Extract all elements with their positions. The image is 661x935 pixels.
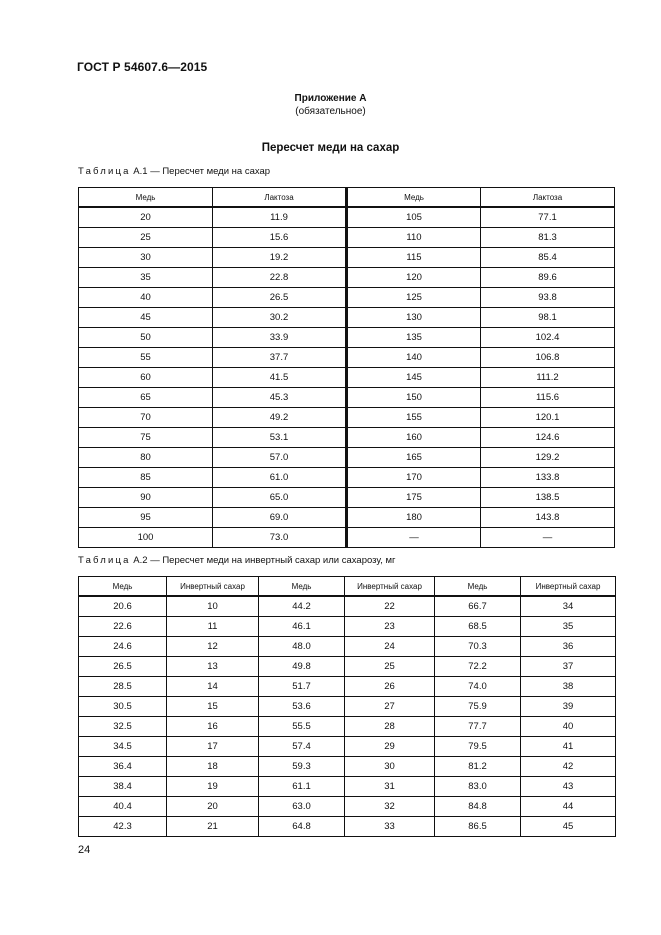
table-cell: 130 [347,308,481,328]
table-cell: 37 [521,657,616,677]
table-row [79,528,615,548]
table-cell: 102.4 [481,328,615,348]
table-cell: 45 [79,308,213,328]
table-cell: 48.0 [259,637,345,657]
table-cell: 150 [347,388,481,408]
table-cell: 59.3 [259,757,345,777]
table-cell: 85 [79,468,213,488]
table-cell: 50 [79,328,213,348]
table-row [79,508,615,528]
table-cell: 105 [347,207,481,228]
table-row [79,228,615,248]
table-cell: 10 [167,596,259,617]
table-cell: 106.8 [481,348,615,368]
table-cell: 49.2 [213,408,347,428]
table-row [79,348,615,368]
table-cell: 22 [345,596,435,617]
table-row [79,817,616,837]
table-cell: 85.4 [481,248,615,268]
table-cell: 43 [521,777,616,797]
table-cell: — [481,528,615,548]
table-cell: 45 [521,817,616,837]
table-cell: 57.0 [213,448,347,468]
column-header: Медь [259,577,345,597]
header-row [79,577,616,597]
table-cell: 35 [79,268,213,288]
table-cell: 66.7 [435,596,521,617]
header-row [79,188,615,208]
table-cell: 120.1 [481,408,615,428]
table-cell: 72.2 [435,657,521,677]
table-cell: 13 [167,657,259,677]
table-cell: 125 [347,288,481,308]
table1-caption-prefix: Таблица [78,166,131,177]
table-row [79,448,615,468]
table-cell: 40.4 [79,797,167,817]
table-cell: 44.2 [259,596,345,617]
table-cell: 33.9 [213,328,347,348]
table-row [79,268,615,288]
table-cell: 37.7 [213,348,347,368]
table-cell: 64.8 [259,817,345,837]
table-cell: 89.6 [481,268,615,288]
table-cell: 79.5 [435,737,521,757]
table-cell: 35 [521,617,616,637]
table-row [79,388,615,408]
table-cell: 30 [79,248,213,268]
section-title: Пересчет меди на сахар [261,142,400,154]
table-cell: 98.1 [481,308,615,328]
table-cell: 55 [79,348,213,368]
table-cell: 22.8 [213,268,347,288]
annex-status: (обязательное) [295,106,366,117]
column-header: Медь [435,577,521,597]
table-cell: 32.5 [79,717,167,737]
table-cell: 22.6 [79,617,167,637]
table-cell: 55.5 [259,717,345,737]
table-cell: 175 [347,488,481,508]
table-row [79,596,616,617]
table-row [79,428,615,448]
table-cell: 29 [345,737,435,757]
table-row [79,408,615,428]
table-cell: 45.3 [213,388,347,408]
table-cell: 63.0 [259,797,345,817]
table-cell: 38 [521,677,616,697]
table-cell: 42 [521,757,616,777]
table-cell: 61.0 [213,468,347,488]
table-cell: 124.6 [481,428,615,448]
table-cell: 65.0 [213,488,347,508]
table-cell: 36.4 [79,757,167,777]
table-cell: 20 [167,797,259,817]
table-cell: 74.0 [435,677,521,697]
table-cell: 53.1 [213,428,347,448]
table-cell: 38.4 [79,777,167,797]
table-cell: 11 [167,617,259,637]
table-cell: 70.3 [435,637,521,657]
table-cell: 44 [521,797,616,817]
table-cell: 83.0 [435,777,521,797]
table-cell: 73.0 [213,528,347,548]
table-cell: 145 [347,368,481,388]
table2-caption [78,555,395,566]
annex-heading [0,92,661,118]
table-row [79,288,615,308]
table-cell: — [347,528,481,548]
table-cell: 51.7 [259,677,345,697]
table-cell: 41 [521,737,616,757]
table-cell: 170 [347,468,481,488]
table-cell: 68.5 [435,617,521,637]
table-row [79,697,616,717]
table-cell: 34 [521,596,616,617]
table-cell: 60 [79,368,213,388]
table-cell: 41.5 [213,368,347,388]
table-cell: 26.5 [79,657,167,677]
table-cell: 20.6 [79,596,167,617]
table-cell: 111.2 [481,368,615,388]
table-cell: 86.5 [435,817,521,837]
table-cell: 16 [167,717,259,737]
table-cell: 180 [347,508,481,528]
table-cell: 100 [79,528,213,548]
table-cell: 129.2 [481,448,615,468]
table-cell: 30.5 [79,697,167,717]
table-cell: 28 [345,717,435,737]
table-cell: 39 [521,697,616,717]
table-row [79,637,616,657]
table-cell: 143.8 [481,508,615,528]
table-cell: 65 [79,388,213,408]
table-row [79,468,615,488]
table-cell: 57.4 [259,737,345,757]
table-cell: 115.6 [481,388,615,408]
table-cell: 24 [345,637,435,657]
table-cell: 34.5 [79,737,167,757]
table-cell: 133.8 [481,468,615,488]
table-cell: 33 [345,817,435,837]
table-cell: 110 [347,228,481,248]
table-cell: 81.2 [435,757,521,777]
table-cell: 90 [79,488,213,508]
table-cell: 28.5 [79,677,167,697]
table1-caption-text: А.1 — Пересчет меди на сахар [130,166,271,177]
table-cell: 165 [347,448,481,468]
table2-caption-text: А.2 — Пересчет меди на инвертный сахар или сахарозу, мг [130,555,396,566]
page-number: 24 [78,844,91,856]
table-cell: 32 [345,797,435,817]
table-cell: 69.0 [213,508,347,528]
table-cell: 20 [79,207,213,228]
table-cell: 138.5 [481,488,615,508]
table-row [79,368,615,388]
table-cell: 93.8 [481,288,615,308]
table-row [79,617,616,637]
table-row [79,797,616,817]
table-row [79,308,615,328]
column-header: Инвертный сахар [167,577,259,597]
standard-header: ГОСТ Р 54607.6—2015 [77,60,208,74]
table-cell: 115 [347,248,481,268]
table-cell: 18 [167,757,259,777]
table-cell: 155 [347,408,481,428]
column-header: Инвертный сахар [345,577,435,597]
column-header: Лактоза [481,188,615,208]
table-cell: 75.9 [435,697,521,717]
table-row [79,757,616,777]
table1-caption [78,166,270,177]
table-cell: 19 [167,777,259,797]
table-cell: 120 [347,268,481,288]
table-cell: 75 [79,428,213,448]
table-cell: 95 [79,508,213,528]
table-cell: 140 [347,348,481,368]
annex-title: Приложение А [294,93,367,104]
table-cell: 15.6 [213,228,347,248]
table-row [79,207,615,228]
table2-caption-prefix: Таблица [78,555,131,566]
column-header: Медь [79,188,213,208]
table-cell: 26 [345,677,435,697]
table-cell: 46.1 [259,617,345,637]
table-cell: 36 [521,637,616,657]
table-cell: 24.6 [79,637,167,657]
table-cell: 53.6 [259,697,345,717]
table-cell: 40 [79,288,213,308]
table-cell: 40 [521,717,616,737]
table-cell: 21 [167,817,259,837]
table-cell: 27 [345,697,435,717]
table-cell: 23 [345,617,435,637]
table-cell: 81.3 [481,228,615,248]
table-row [79,777,616,797]
table-cell: 12 [167,637,259,657]
column-header: Лактоза [213,188,347,208]
table-row [79,737,616,757]
table-a1 [78,187,615,548]
table-cell: 42.3 [79,817,167,837]
table-cell: 14 [167,677,259,697]
table-row [79,328,615,348]
table-cell: 84.8 [435,797,521,817]
table-cell: 15 [167,697,259,717]
table-row [79,717,616,737]
table-cell: 135 [347,328,481,348]
table-cell: 17 [167,737,259,757]
table-row [79,248,615,268]
table-row [79,657,616,677]
table-cell: 80 [79,448,213,468]
table-cell: 30 [345,757,435,777]
column-header: Медь [347,188,481,208]
table-cell: 77.7 [435,717,521,737]
table-row [79,488,615,508]
table-cell: 19.2 [213,248,347,268]
table-cell: 160 [347,428,481,448]
column-header: Медь [79,577,167,597]
column-header: Инвертный сахар [521,577,616,597]
table-cell: 11.9 [213,207,347,228]
table-cell: 61.1 [259,777,345,797]
table-cell: 25 [79,228,213,248]
table-cell: 25 [345,657,435,677]
table-cell: 77.1 [481,207,615,228]
table-cell: 31 [345,777,435,797]
table-cell: 49.8 [259,657,345,677]
table-cell: 26.5 [213,288,347,308]
table-a2 [78,576,616,837]
table-cell: 70 [79,408,213,428]
table-cell: 30.2 [213,308,347,328]
table-row [79,677,616,697]
